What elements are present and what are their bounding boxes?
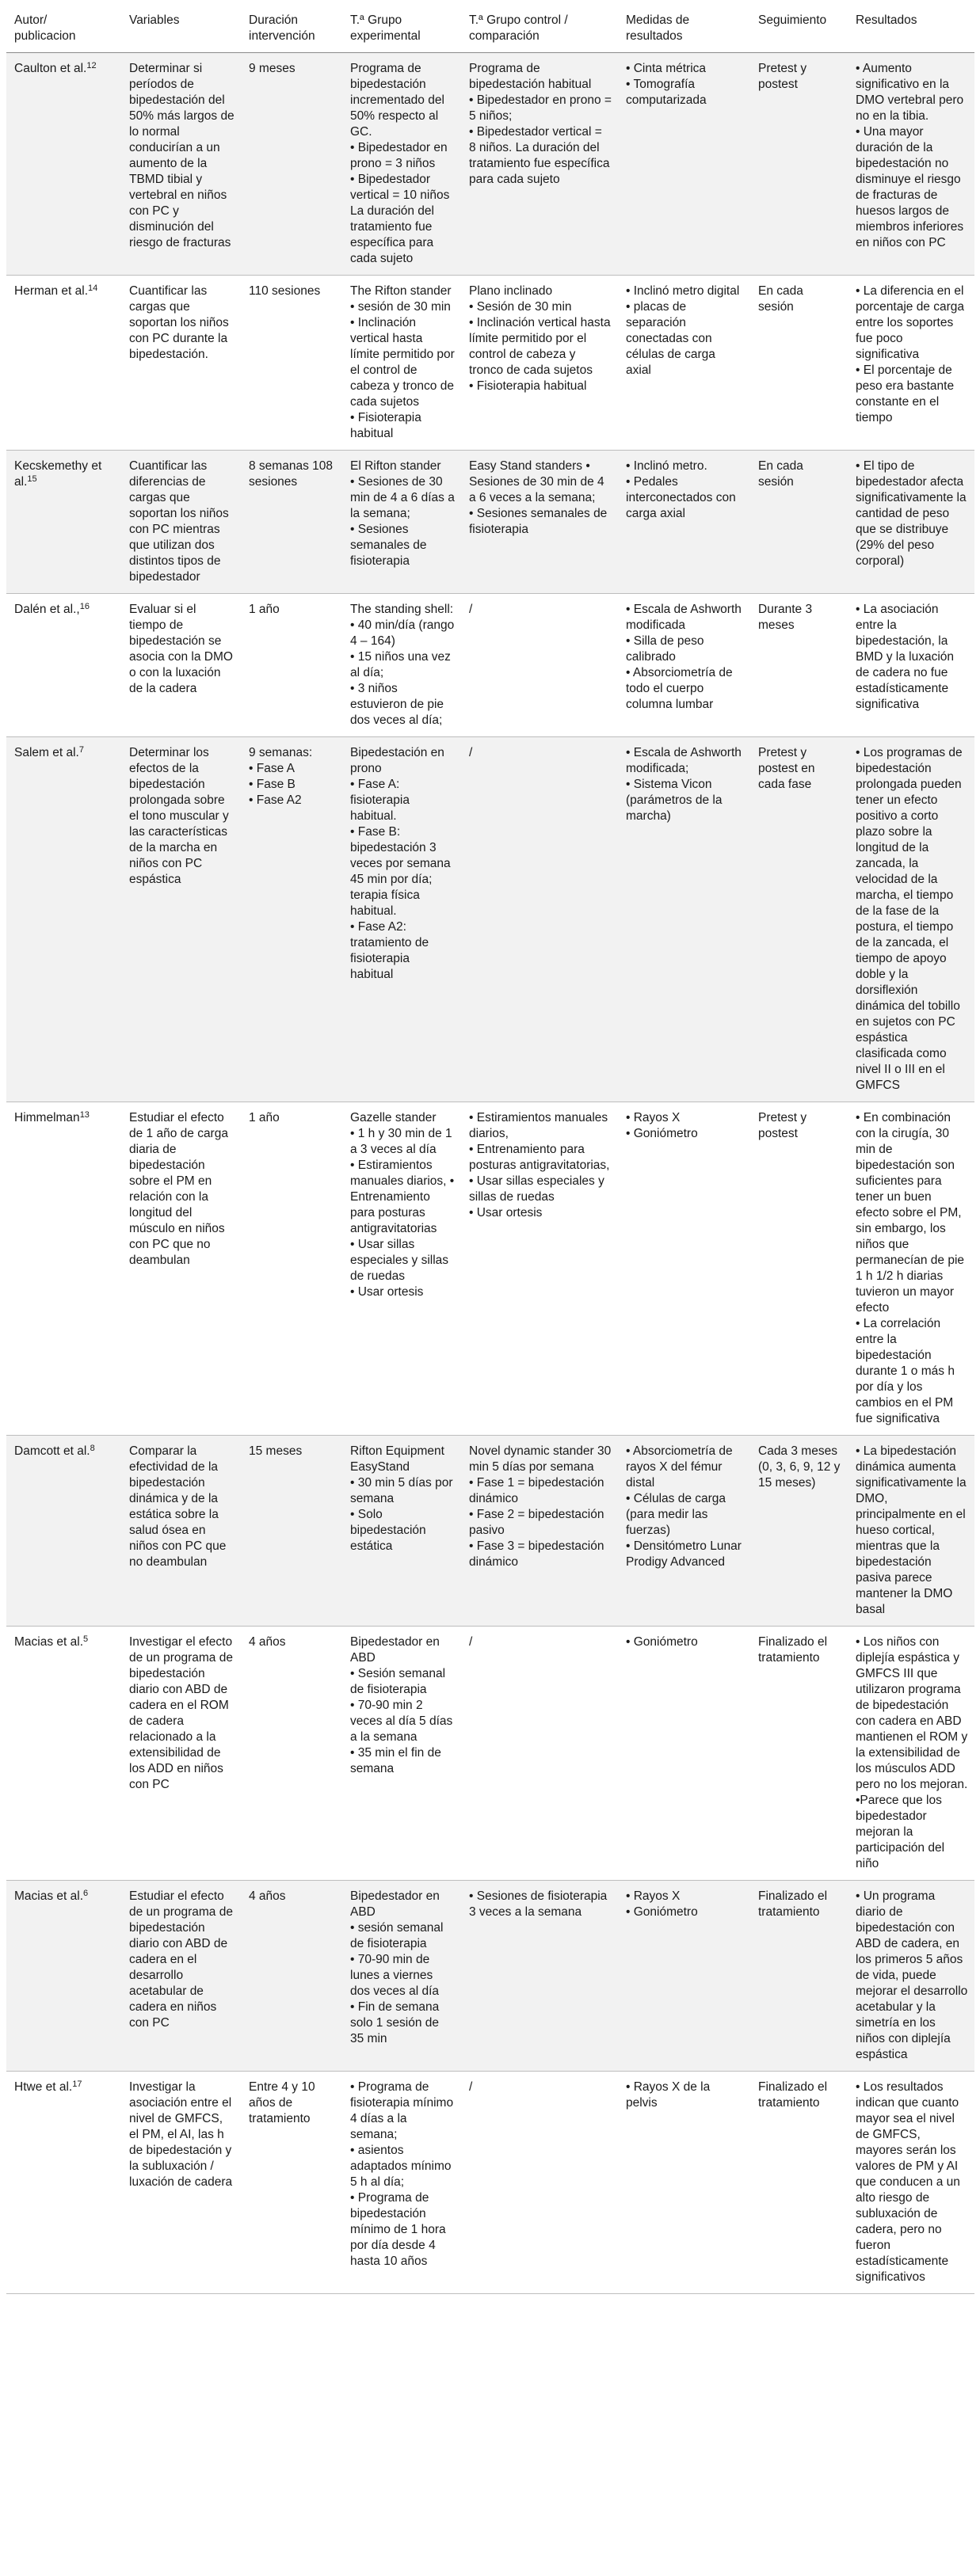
cell-results: [848, 276, 974, 451]
header-followup: Seguimiento: [750, 3, 848, 53]
cell-line: Estudiar el efecto de 1 año de carga diaria de bipedestación sobre el PM en relación con la longitud del músculo en niños con PC que no deambulan: [129, 1111, 232, 1267]
cell-line: • Fase 3 = bipedestación dinámico: [469, 1539, 608, 1569]
cell-line: Entre 4 y 10 años de tratamiento: [249, 2080, 318, 2125]
cell-results: [848, 1102, 974, 1436]
cell-line: • Estiramientos manuales diarios, • Entrenamiento para posturas antigravitatorias: [350, 1159, 458, 1235]
cell-line: Pretest y postest: [758, 62, 810, 91]
cell-line: • Usar sillas especiales y sillas de ruedas: [469, 1174, 608, 1204]
cell-line: The Rifton stander: [350, 284, 452, 298]
reference-number: 12: [86, 61, 97, 70]
cell-followup: [750, 53, 848, 276]
cell-line: • Sesiones semanales de fisioterapia: [350, 523, 430, 568]
author-name: Dalén et al.,: [14, 603, 80, 616]
cell-line: • Fase 1 = bipedestación dinámico: [469, 1476, 608, 1505]
cell-duration: [241, 276, 342, 451]
cell-duration: [241, 594, 342, 737]
cell-results: [848, 1436, 974, 1627]
reference-number: 13: [79, 1110, 90, 1120]
reference-number: 8: [90, 1444, 95, 1453]
cell-variables: [121, 1881, 241, 2072]
cell-line: Investigar el efecto de un programa de bipedestación diario con ABD de cadera en el ROM de cadera relacionado a la extensibilidad de los ADD en niños con PC: [129, 1635, 237, 1791]
cell-line: • Sesiones de fisioterapia 3 veces a la semana: [469, 1889, 611, 1919]
reference-number: 16: [79, 602, 90, 611]
cell-experimental: [342, 2072, 461, 2294]
cell-line: /: [469, 746, 473, 759]
table-row: [6, 594, 974, 737]
cell-line: • 30 min 5 días por semana: [350, 1476, 456, 1505]
cell-author: [6, 451, 121, 594]
studies-table: [6, 3, 974, 2294]
cell-duration: [241, 1627, 342, 1881]
table-body: [6, 53, 974, 2294]
cell-author: [6, 594, 121, 737]
cell-line: • Rayos X: [626, 1111, 681, 1124]
reference-number: 7: [78, 745, 84, 755]
table-row: [6, 1627, 974, 1881]
cell-duration: [241, 1436, 342, 1627]
table-row: [6, 451, 974, 594]
cell-line: • Los resultados indican que cuanto mayor sea el nivel de GMFCS, mayores serán los valores de PM y AI que conducen a un alto riesgo de subluxación de cadera, pero no fueron estadísticamente significativos: [856, 2080, 964, 2284]
cell-line: • Un programa diario de bipedestación con ABD de cadera, en los primeros 5 años de vida, puede mejorar el desarrollo acetabular y la simetría en los niños con diplejía espástica: [856, 1889, 971, 2061]
cell-line: • Fase B: [249, 778, 296, 791]
cell-variables: [121, 1627, 241, 1881]
cell-line: • Rayos X de la pelvis: [626, 2080, 714, 2110]
cell-measures: [618, 594, 750, 737]
cell-line: • Bipedestador vertical = 8 niños. La duración del tratamiento fue específica para cada sujeto: [469, 125, 613, 186]
cell-line: • Estiramientos manuales diarios,: [469, 1111, 612, 1140]
cell-line: Bipedestación en prono: [350, 746, 448, 775]
cell-line: • Aumento significativo en la DMO vertebral pero no en la tibia.: [856, 62, 967, 123]
header-variables: Variables: [121, 3, 241, 53]
author-name: Htwe et al.: [14, 2080, 73, 2094]
cell-author: [6, 737, 121, 1102]
cell-line: • Tomografía computarizada: [626, 78, 707, 107]
cell-line: • Programa de fisioterapia mínimo 4 días a la semana;: [350, 2080, 457, 2141]
table-row: [6, 1881, 974, 2072]
cell-variables: [121, 276, 241, 451]
author-name: Macias et al.: [14, 1635, 84, 1649]
cell-line: • Goniómetro: [626, 1635, 698, 1649]
cell-results: [848, 2072, 974, 2294]
cell-line: • Fase 2 = bipedestación pasivo: [469, 1508, 608, 1537]
cell-experimental: [342, 451, 461, 594]
cell-control: [461, 276, 618, 451]
cell-line: /: [469, 2080, 473, 2094]
cell-measures: [618, 1881, 750, 2072]
cell-line: • Usar ortesis: [350, 1285, 424, 1299]
cell-line: • Goniómetro: [626, 1905, 698, 1919]
cell-line: En cada sesión: [758, 284, 807, 314]
cell-measures: [618, 1627, 750, 1881]
cell-line: Finalizado el tratamiento: [758, 1889, 831, 1919]
cell-results: [848, 1881, 974, 2072]
cell-line: 1 año: [249, 1111, 280, 1124]
cell-line: • Fase A2: [249, 793, 302, 807]
cell-line: • sesión semanal de fisioterapia: [350, 1921, 447, 1950]
cell-line: • Programa de bipedestación mínimo de 1 hora por día desde 4 hasta 10 años: [350, 2191, 449, 2268]
header-duration: Duración intervención: [241, 3, 342, 53]
reference-number: 14: [88, 283, 98, 293]
cell-results: [848, 737, 974, 1102]
cell-line: • 15 niños una vez al día;: [350, 650, 455, 679]
cell-line: • Los niños con diplejía espástica y GMFCS III que utilizaron programa de bipedestación con cadera en ABD mantienen el ROM y la extensibilidad de los músculos ADD pero no los mejoran. •Parece que los bipedestador mejoran la participación del niño: [856, 1635, 971, 1870]
cell-line: Finalizado el tratamiento: [758, 1635, 831, 1665]
cell-author: [6, 1627, 121, 1881]
cell-author: [6, 1436, 121, 1627]
cell-line: • Bipedestador vertical = 10 niños La duración del tratamiento fue específica para cada sujeto: [350, 173, 453, 265]
cell-line: Durante 3 meses: [758, 603, 816, 632]
cell-results: [848, 594, 974, 737]
cell-line: • Bipedestador en prono = 5 niños;: [469, 93, 616, 123]
cell-line: Finalizado el tratamiento: [758, 2080, 831, 2110]
reference-number: 5: [83, 1634, 89, 1644]
cell-line: • Cinta métrica: [626, 62, 707, 75]
cell-measures: [618, 737, 750, 1102]
cell-line: • Solo bipedestación estática: [350, 1508, 429, 1553]
cell-line: • Bipedestador en prono = 3 niños: [350, 141, 451, 170]
cell-line: • Inclinación vertical hasta límite permitido por el control de cabeza y tronco de cada sujetos: [350, 316, 459, 409]
cell-line: 4 años: [249, 1635, 286, 1649]
cell-results: [848, 451, 974, 594]
cell-line: • 70-90 min de lunes a viernes dos veces al día: [350, 1953, 440, 1998]
header-row: [6, 3, 974, 53]
cell-line: Rifton Equipment EasyStand: [350, 1444, 448, 1474]
cell-line: 15 meses: [249, 1444, 303, 1458]
cell-line: • Densitómetro Lunar Prodigy Advanced: [626, 1539, 745, 1569]
header-results: Resultados: [848, 3, 974, 53]
cell-line: Evaluar si el tiempo de bipedestación se asocia con la DMO o con la luxación de la cadera: [129, 603, 237, 695]
author-name: Salem et al.: [14, 746, 79, 759]
cell-line: • 40 min/día (rango 4 – 164): [350, 618, 458, 648]
cell-line: • Inclinó metro digital: [626, 284, 740, 298]
cell-author: [6, 2072, 121, 2294]
cell-line: • Sesiones de 30 min de 4 a 6 días a la semana;: [350, 475, 459, 520]
cell-line: • La correlación entre la bipedestación durante 1 o más h por día y los cambios en el PM fue significativa: [856, 1317, 959, 1425]
cell-duration: [241, 1102, 342, 1436]
cell-followup: [750, 276, 848, 451]
cell-followup: [750, 451, 848, 594]
header-measures: Medidas de resultados: [618, 3, 750, 53]
cell-line: Cada 3 meses (0, 3, 6, 9, 12 y 15 meses): [758, 1444, 844, 1490]
cell-variables: [121, 1102, 241, 1436]
author-name: Herman et al.: [14, 284, 89, 298]
cell-measures: [618, 53, 750, 276]
cell-line: Investigar la asociación entre el nivel de GMFCS, el PM, el AI, las h de bipedestación y la subluxación / luxación de cadera: [129, 2080, 235, 2189]
cell-line: Cuantificar las diferencias de cargas que soportan los niños con PC mientras que utilizan dos distintos tipos de bipedestador: [129, 459, 233, 584]
author-name: Himmelman: [14, 1111, 80, 1124]
cell-line: • 1 h y 30 min de 1 a 3 veces al día: [350, 1127, 456, 1156]
cell-control: [461, 451, 618, 594]
cell-duration: [241, 53, 342, 276]
cell-line: • Rayos X: [626, 1889, 681, 1903]
reference-number: 15: [27, 474, 37, 484]
cell-author: [6, 1881, 121, 2072]
cell-control: [461, 594, 618, 737]
cell-experimental: [342, 594, 461, 737]
cell-followup: [750, 1436, 848, 1627]
cell-author: [6, 53, 121, 276]
table-header: [6, 3, 974, 53]
table-row: [6, 1436, 974, 1627]
cell-followup: [750, 594, 848, 737]
cell-line: • Fase A: fisioterapia habitual.: [350, 778, 414, 823]
table-row: [6, 1102, 974, 1436]
cell-variables: [121, 594, 241, 737]
cell-duration: [241, 2072, 342, 2294]
table-row: [6, 276, 974, 451]
cell-variables: [121, 737, 241, 1102]
cell-experimental: [342, 1881, 461, 2072]
cell-line: • Fase B: bipedestación 3 veces por semana 45 min por día; terapia física habitual.: [350, 825, 454, 918]
cell-line: • placas de separación conectadas con células de carga axial: [626, 300, 719, 377]
cell-control: [461, 1102, 618, 1436]
cell-line: Easy Stand standers • Sesiones de 30 min de 4 a 6 veces a la semana;: [469, 459, 608, 504]
cell-measures: [618, 276, 750, 451]
table-row: [6, 2072, 974, 2294]
cell-measures: [618, 451, 750, 594]
cell-line: /: [469, 1635, 473, 1649]
cell-line: /: [469, 603, 473, 616]
cell-followup: [750, 737, 848, 1102]
cell-variables: [121, 53, 241, 276]
cell-line: • En combinación con la cirugía, 30 min de bipedestación son suficientes para tener un buen efecto sobre el PM, sin embargo, los niños que permanecían de pie 1 h 1/2 h diarias tuvieron un mayor efecto: [856, 1111, 968, 1315]
cell-duration: [241, 1881, 342, 2072]
cell-line: El Rifton stander: [350, 459, 441, 473]
cell-experimental: [342, 737, 461, 1102]
cell-line: Comparar la efectividad de la bipedestación dinámica y de la estática sobre la salud ósea en niños con PC que no deambulan: [129, 1444, 230, 1569]
cell-line: • Escala de Ashworth modificada;: [626, 746, 745, 775]
cell-line: • Sistema Vicon (parámetros de la marcha): [626, 778, 726, 823]
cell-line: • Usar ortesis: [469, 1206, 543, 1220]
cell-line: 1 año: [249, 603, 280, 616]
cell-line: • 3 niños estuvieron de pie dos veces al día;: [350, 682, 448, 727]
cell-line: • 70-90 min 2 veces al día 5 días a la semana: [350, 1699, 456, 1744]
cell-line: • Fisioterapia habitual: [469, 379, 587, 393]
cell-line: Bipedestador en ABD: [350, 1889, 443, 1919]
cell-line: Gazelle stander: [350, 1111, 437, 1124]
cell-line: • Sesión semanal de fisioterapia: [350, 1667, 449, 1696]
cell-duration: [241, 737, 342, 1102]
cell-experimental: [342, 53, 461, 276]
cell-followup: [750, 2072, 848, 2294]
cell-line: Plano inclinado: [469, 284, 553, 298]
cell-line: 8 semanas 108 sesiones: [249, 459, 337, 489]
cell-line: • Absorciometría de todo el cuerpo columna lumbar: [626, 666, 736, 711]
cell-line: Determinar si períodos de bipedestación del 50% más largos de lo normal conducirían a un aumento de la TBMD tibial y vertebral en niños con PC y disminución del riesgo de fracturas: [129, 62, 238, 249]
cell-line: • Usar sillas especiales y sillas de ruedas: [350, 1238, 452, 1283]
cell-followup: [750, 1881, 848, 2072]
cell-line: • Sesión de 30 min: [469, 300, 572, 314]
cell-followup: [750, 1102, 848, 1436]
cell-line: • El porcentaje de peso era bastante constante en el tiempo: [856, 363, 958, 424]
cell-line: • asientos adaptados mínimo 5 h al día;: [350, 2144, 455, 2189]
cell-line: • Fisioterapia habitual: [350, 411, 425, 440]
header-control: T.ª Grupo control / comparación: [461, 3, 618, 53]
cell-measures: [618, 1436, 750, 1627]
cell-line: • La asociación entre la bipedestación, la BMD y la luxación de cadera no fue estadísticamente significativa: [856, 603, 958, 711]
cell-control: [461, 2072, 618, 2294]
cell-line: • Escala de Ashworth modificada: [626, 603, 745, 632]
cell-control: [461, 1627, 618, 1881]
cell-line: Pretest y postest: [758, 1111, 810, 1140]
cell-line: • Una mayor duración de la bipedestación no disminuye el riesgo de fracturas de huesos largos de miembros inferiores en niños con PC: [856, 125, 967, 249]
cell-variables: [121, 2072, 241, 2294]
cell-experimental: [342, 276, 461, 451]
cell-author: [6, 1102, 121, 1436]
cell-line: • Fase A2: tratamiento de fisioterapia habitual: [350, 920, 433, 981]
cell-control: [461, 1436, 618, 1627]
reference-number: 6: [83, 1889, 89, 1898]
cell-results: [848, 1627, 974, 1881]
cell-line: Cuantificar las cargas que soportan los niños con PC durante la bipedestación.: [129, 284, 233, 361]
header-experimental: T.ª Grupo experimental: [342, 3, 461, 53]
cell-line: 4 años: [249, 1889, 286, 1903]
cell-experimental: [342, 1436, 461, 1627]
reference-number: 17: [72, 2079, 82, 2089]
cell-line: • El tipo de bipedestador afecta significativamente la cantidad de peso que se distribuye (29% del peso corporal): [856, 459, 970, 568]
cell-line: • 35 min el fin de semana: [350, 1746, 445, 1775]
cell-variables: [121, 1436, 241, 1627]
cell-line: • Pedales interconectados con carga axial: [626, 475, 740, 520]
cell-line: The standing shell:: [350, 603, 454, 616]
cell-line: • Los programas de bipedestación prolongada pueden tener un efecto positivo a corto plazo sobre la longitud de la zancada, la velocidad de la marcha, el tiempo de la fase de la postura, el tiempo de la zancada, el tiempo de apoyo doble y la dorsiflexión dinámica del tobillo en sujetos con PC espástica clasificada como nivel II o III en el GMFCS: [856, 746, 966, 1092]
cell-results: [848, 53, 974, 276]
cell-control: [461, 1881, 618, 2072]
cell-line: • Células de carga (para medir las fuerzas): [626, 1492, 730, 1537]
cell-measures: [618, 1102, 750, 1436]
cell-experimental: [342, 1627, 461, 1881]
cell-line: 9 meses: [249, 62, 296, 75]
cell-line: • Goniómetro: [626, 1127, 698, 1140]
cell-line: • La bipedestación dinámica aumenta significativamente la DMO, principalmente en el hueso cortical, mientras que la bipedestación pasiva parece mantener la DMO basal: [856, 1444, 970, 1616]
cell-line: • Inclinó metro.: [626, 459, 707, 473]
cell-variables: [121, 451, 241, 594]
cell-control: [461, 53, 618, 276]
cell-line: • Fase A: [249, 762, 295, 775]
cell-line: • Entrenamiento para posturas antigravitatorias,: [469, 1143, 610, 1172]
cell-line: • Fin de semana solo 1 sesión de 35 min: [350, 2000, 443, 2045]
cell-line: • sesión de 30 min: [350, 300, 451, 314]
cell-measures: [618, 2072, 750, 2294]
cell-line: • La diferencia en el porcentaje de carga entre los soportes fue poco significativa: [856, 284, 968, 361]
cell-followup: [750, 1627, 848, 1881]
cell-author: [6, 276, 121, 451]
author-name: Macias et al.: [14, 1889, 84, 1903]
author-name: Kecskemethy et al.: [14, 459, 102, 489]
cell-line: Estudiar el efecto de un programa de bipedestación diario con ABD de cadera en el desarrollo acetabular de cadera en niños con PC: [129, 1889, 237, 2030]
cell-line: Programa de bipedestación habitual: [469, 62, 592, 91]
cell-duration: [241, 451, 342, 594]
author-name: Caulton et al.: [14, 62, 87, 75]
cell-line: 110 sesiones: [249, 284, 321, 298]
cell-line: • Sesiones semanales de fisioterapia: [469, 507, 611, 536]
table-row: [6, 53, 974, 276]
table-row: [6, 737, 974, 1102]
cell-line: Determinar los efectos de la bipedestación prolongada sobre el tono muscular y las características de la marcha en niños con PC espástica: [129, 746, 233, 886]
cell-line: Bipedestador en ABD: [350, 1635, 443, 1665]
cell-line: Pretest y postest en cada fase: [758, 746, 818, 791]
cell-line: • Silla de peso calibrado: [626, 634, 707, 664]
header-author: Autor/ publicacion: [6, 3, 121, 53]
cell-line: • Absorciometría de rayos X del fémur distal: [626, 1444, 736, 1490]
cell-line: • Inclinación vertical hasta límite permitido por el control de cabeza y tronco de cada sujetos: [469, 316, 614, 377]
cell-line: Programa de bipedestación incrementado del 50% respecto al GC.: [350, 62, 448, 139]
cell-experimental: [342, 1102, 461, 1436]
cell-line: En cada sesión: [758, 459, 807, 489]
cell-line: 9 semanas:: [249, 746, 313, 759]
author-name: Damcott et al.: [14, 1444, 90, 1458]
cell-line: Novel dynamic stander 30 min 5 días por semana: [469, 1444, 615, 1474]
cell-control: [461, 737, 618, 1102]
